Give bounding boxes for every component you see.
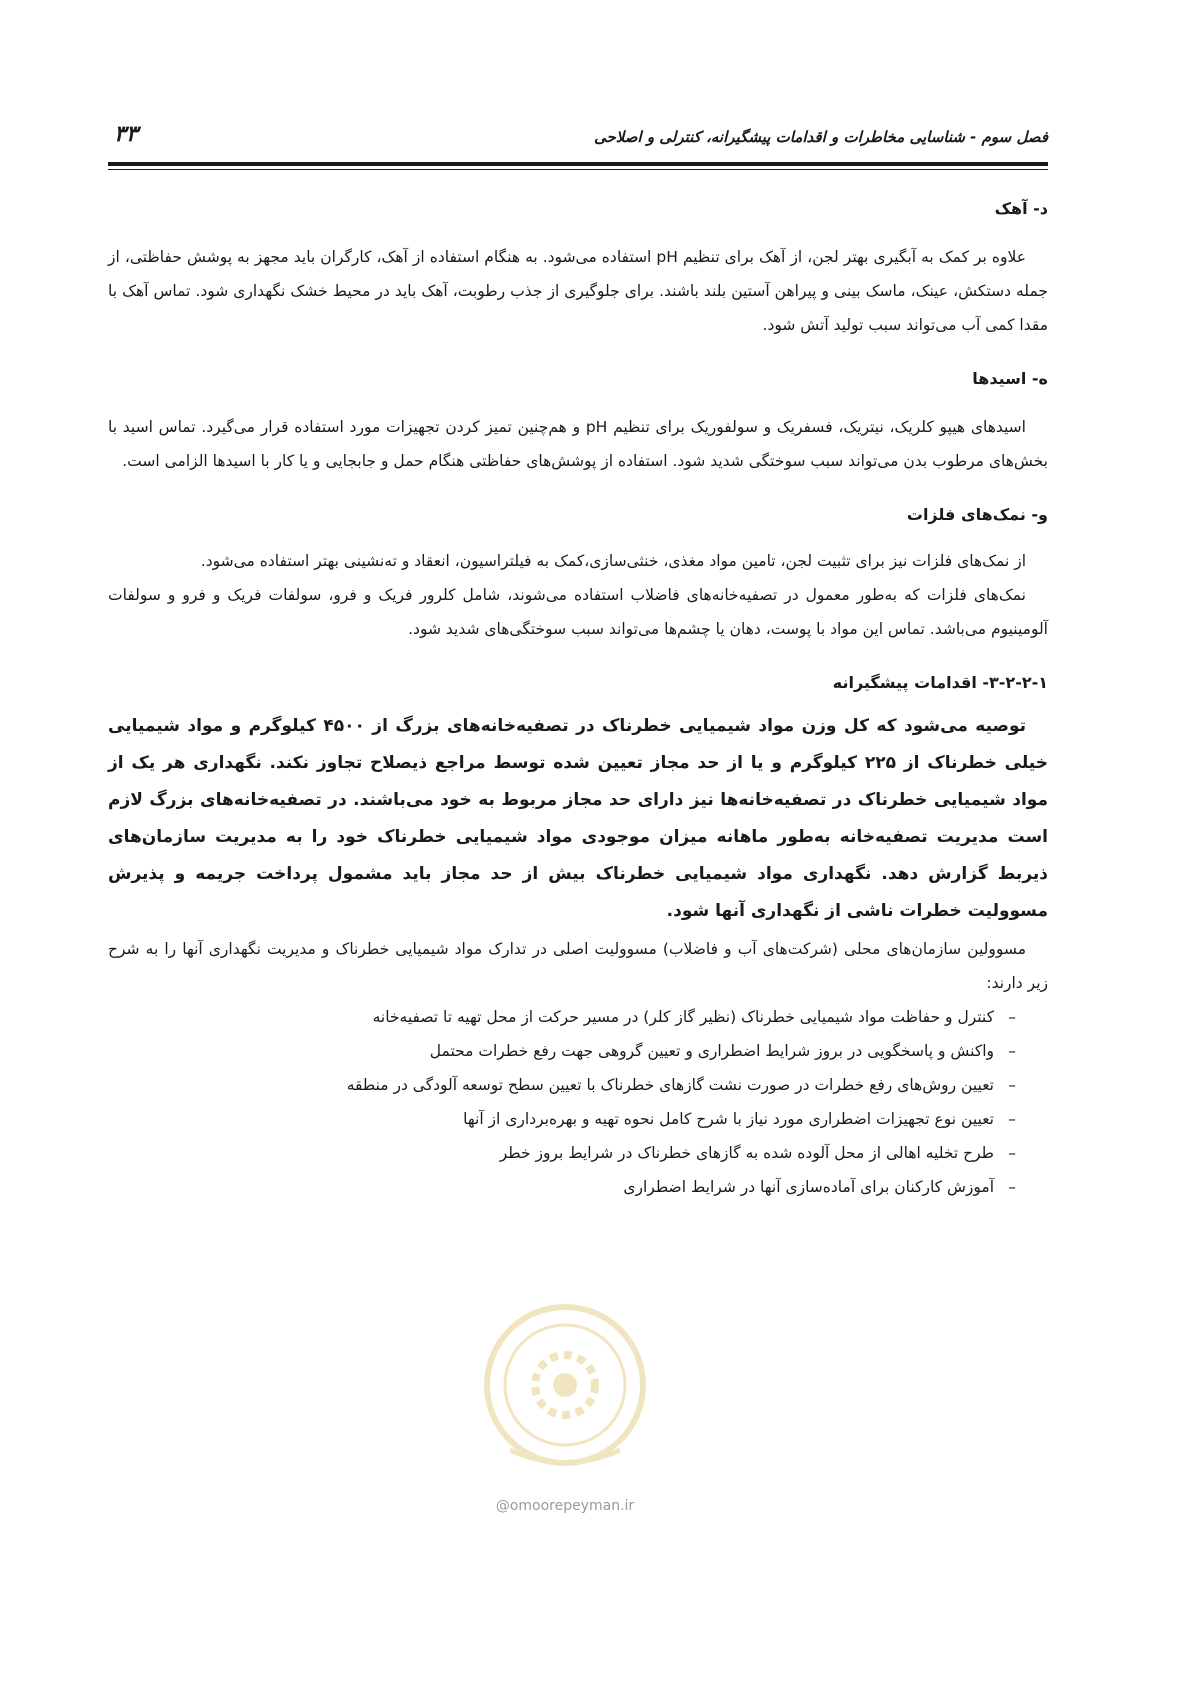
header-rule-thick: [108, 162, 1048, 166]
acids-paragraph: اسیدهای هیپو کلریک، نیتریک، فسفریک و سولفوریک برای تنظیم pH و هم‌چنین تمیز کردن تجهیزات مورد استفاده قرار می‌گیرد. تماس اسید با بخش‌های مرطوب بدن می‌تواند سبب سوختگی شدید شود. استفاده از پوشش‌های حفاظتی هنگام حمل و جابجایی و یا کار با اسیدها الزامی است.: [108, 418, 1048, 470]
list-item: – آموزش کارکنان برای آماده‌سازی آنها در شرایط اضطراری: [108, 1170, 1016, 1204]
list-item: – واکنش و پاسخگویی در بروز شرایط اضطراری و تعیین گروهی جهت رفع خطرات محتمل: [108, 1034, 1016, 1068]
running-header: [108, 122, 1048, 162]
spacer: [108, 342, 1048, 362]
section-heading-lime: د- آهک: [994, 199, 1048, 218]
section-heading-acids: ه- اسیدها: [972, 369, 1048, 388]
section-heading-preventive: ۳-۲-۲-۱- اقدامات پیشگیرانه: [832, 673, 1048, 692]
chapter-title: فصل سوم - شناسایی مخاطرات و اقدامات پیشگیرانه، کنترلی و اصلاحی: [593, 128, 1048, 146]
document-page: [108, 0, 1048, 1684]
metal-salts-paragraph-2: نمک‌های فلزات که به‌طور معمول در تصفیه‌خانه‌های فاضلاب استفاده می‌شوند، شامل کلرور فریک و فرو، سولفات فریک و فرو و سولفات آلومینیوم می‌باشد. تماس این مواد با پوست، دهان یا چشم‌ها می‌تواند سبب سوختگی‌های شدید شود.: [108, 586, 1048, 638]
section-heading-metal-salts: و- نمک‌های فلزات: [906, 505, 1048, 524]
list-item: – تعیین روش‌های رفع خطرات در صورت نشت گازهای خطرناک با تعیین سطح توسعه آلودگی در منطقه: [108, 1068, 1016, 1102]
list-item: – کنترل و حفاظت مواد شیمیایی خطرناک (نظیر گاز کلر) در مسیر حرکت از محل تهیه تا تصفیه‌خانه: [108, 1000, 1016, 1034]
lime-paragraph: علاوه بر کمک به آبگیری بهتر لجن، از آهک برای تنظیم pH استفاده می‌شود. به هنگام استفاده از آهک، کارگران باید مجهز به پوشش حفاظتی، از جمله دستکش، عینک، ماسک بینی و پیراهن آستین بلند باشند. برای جلوگیری از جذب رطوبت، آهک باید در محیط خشک نگهداری شود. تماس آهک با مقدا کمی آب می‌تواند سبب تولید آتش شود.: [108, 248, 1048, 334]
spacer: [108, 478, 1048, 498]
spacer: [108, 646, 1048, 666]
responsibility-list: [108, 1000, 1048, 1204]
page-content: [108, 188, 1048, 1204]
preventive-paragraph: مسوولین سازمان‌های محلی (شرکت‌های آب و فاضلاب) مسوولیت اصلی در تدارک مواد شیمیایی خطرناک و مدیریت نگهداری آنها را به شرح زیر دارند:: [108, 940, 1048, 992]
header-rule-thin: [108, 169, 1048, 170]
list-item: – تعیین نوع تجهیزات اضطراری مورد نیاز با شرح کامل نحوه تهیه و بهره‌برداری از آنها: [108, 1102, 1016, 1136]
watermark-url: @omoorepeyman.ir: [495, 1498, 635, 1514]
page-number: ۳۳: [114, 122, 138, 147]
preventive-bold-paragraph: توصیه می‌شود که کل وزن مواد شیمیایی خطرناک در تصفیه‌خانه‌های بزرگ از ۴۵۰۰ کیلوگرم و مواد شیمیایی خیلی خطرناک از ۲۲۵ کیلوگرم و یا از حد مجاز تعیین شده توسط مراجع ذیصلاح تجاوز نکند. نگهداری هر یک از مواد شیمیایی خطرناک در تصفیه‌خانه‌ها نیز دارای حد مجاز مربوط به خود می‌باشند. در تصفیه‌خانه‌های بزرگ لازم است مدیریت تصفیه‌خانه به‌طور ماهانه میزان موجودی مواد شیمیایی خطرناک خود را به مدیریت سازمان‌های ذیربط گزارش دهد. نگهداری مواد شیمیایی خطرناک بیش از حد مجاز باید مشمول پرداخت جریمه و پذیرش مسوولیت خطرات ناشی از نگهداری آنها شود.: [108, 716, 1048, 921]
metal-salts-paragraph-1: از نمک‌های فلزات نیز برای تثبیت لجن، تامین مواد مغذی، خنثی‌سازی،کمک به فیلتراسیون، انعقاد و ته‌نشینی بهتر استفاده می‌شود.: [200, 552, 1026, 570]
list-item: – طرح تخلیه اهالی از محل آلوده شده به گازهای خطرناک در شرایط بروز خطر: [108, 1136, 1016, 1170]
